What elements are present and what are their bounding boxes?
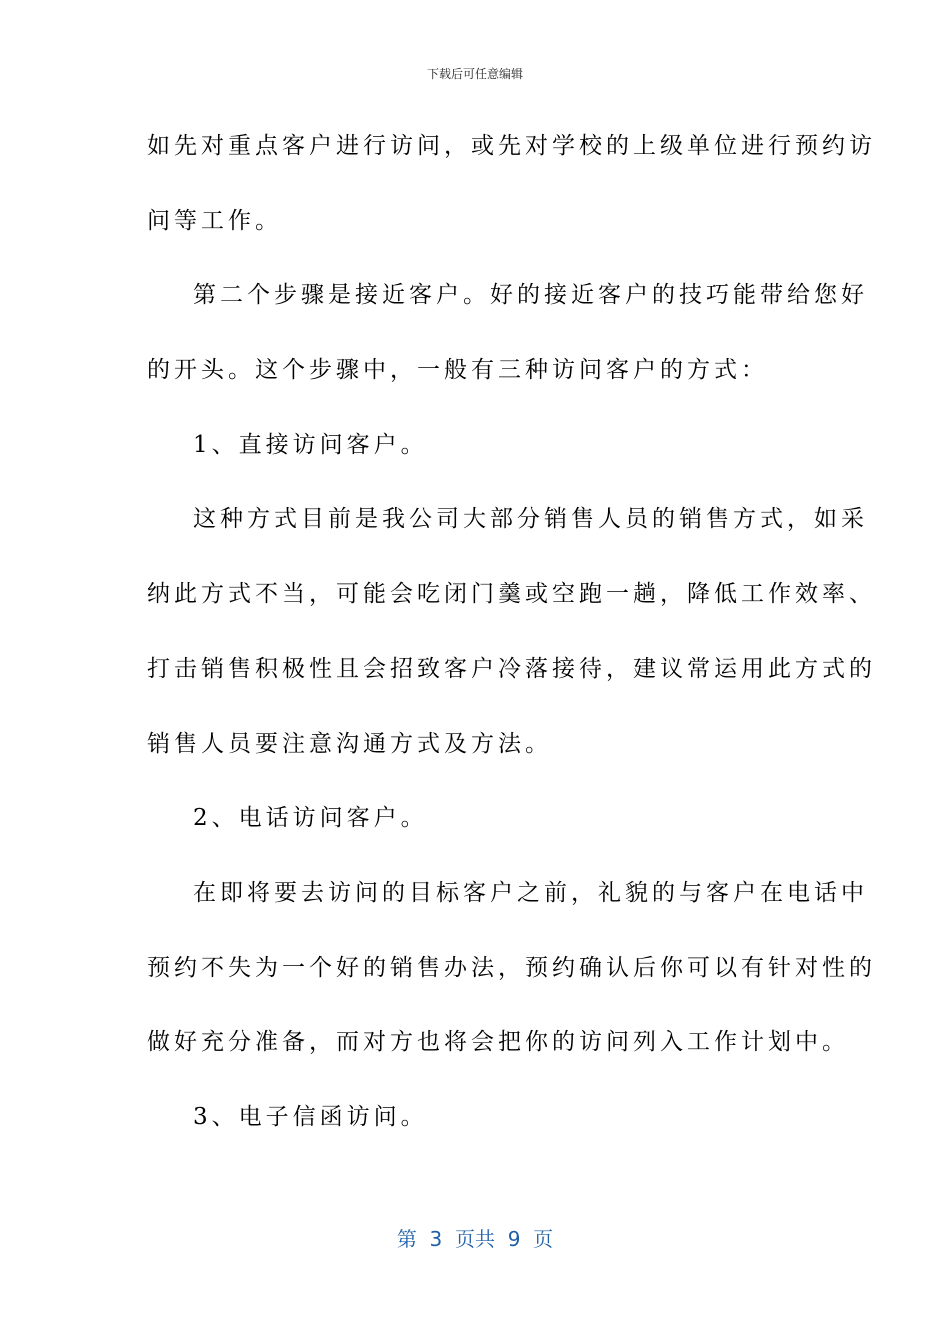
text-line: 的开头。这个步骤中，一般有三种访问客户的方式：	[147, 357, 768, 384]
text-line: 如先对重点客户进行访问，或先对学校的上级单位进行预约访	[147, 133, 876, 159]
page-header: 下载后可任意编辑	[426, 67, 523, 81]
paragraph-start: 在即将要去访问的目标客户之前，礼貌的与客户在电话中	[193, 879, 868, 906]
text-line: 纳此方式不当，可能会吃闭门羹或空跑一趟，降低工作效率、	[147, 581, 876, 608]
document-body	[147, 124, 876, 1170]
paragraph-start: 这种方式目前是我公司大部分销售人员的销售方式，如采	[193, 506, 868, 533]
list-heading: 3、电子信函访问。	[193, 1103, 428, 1130]
text-line: 问等工作。	[147, 207, 282, 234]
text-line: 销售人员要注意沟通方式及方法。	[147, 730, 552, 757]
text-line: 打击销售积极性且会招致客户冷落接待，建议常运用此方式的	[147, 655, 876, 682]
text-line: 做好充分准备，而对方也将会把你的访问列入工作计划中。	[147, 1029, 849, 1056]
page-number-footer: 第 3 页共 9 页	[396, 1227, 554, 1251]
text-line: 预约不失为一个好的销售办法，预约确认后你可以有针对性的	[147, 954, 876, 981]
list-heading: 1、直接访问客户。	[193, 431, 428, 458]
paragraph-start: 第二个步骤是接近客户。好的接近客户的技巧能带给您好	[193, 282, 868, 309]
list-heading: 2、电话访问客户。	[193, 805, 428, 832]
